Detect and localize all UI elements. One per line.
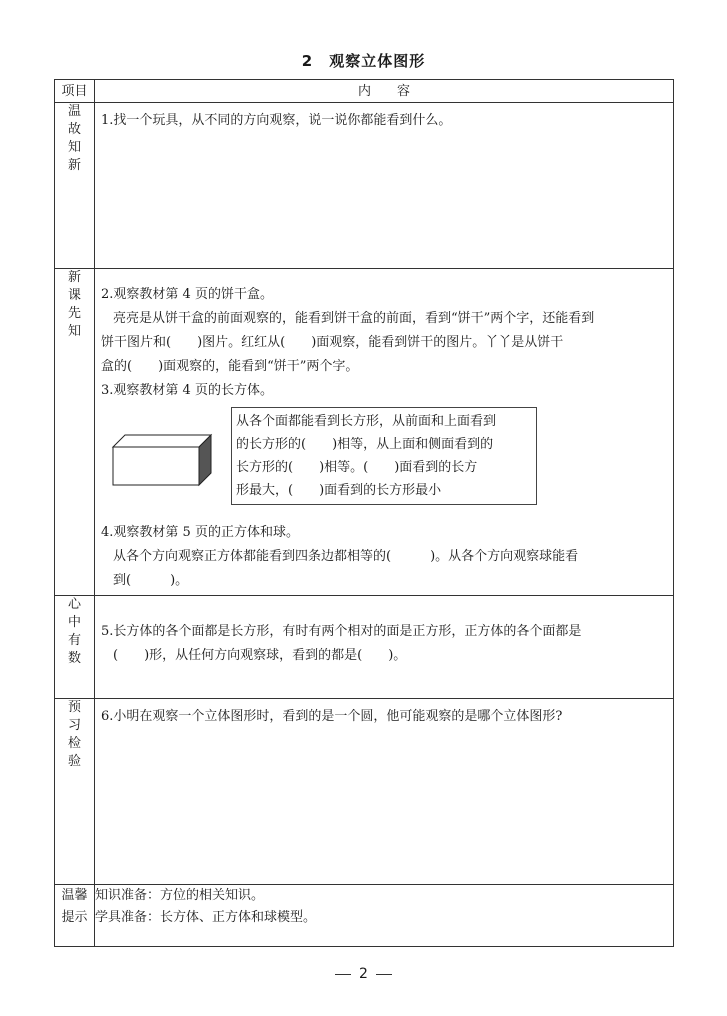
question-4-title: 4.观察教材第 5 页的正方体和球。 (101, 525, 299, 540)
preview-table (54, 79, 674, 947)
cuboid-figure-row (101, 403, 667, 521)
note-line: 从各个面都能看到长方形，从前面和上面看到 (236, 414, 497, 429)
page-number: 2 (359, 966, 368, 982)
footer-dash-right (376, 974, 392, 975)
section-label-tips: 温馨提示 (55, 885, 95, 947)
question-2-title: 2.观察教材第 4 页的饼干盒。 (101, 287, 273, 302)
question-2-line: 饼干图片和( )图片。红红从( )面观察，能看到饼干的图片。丫丫是从饼干 (101, 335, 564, 350)
footer-dash-left (335, 974, 351, 975)
header-content: 内容 (95, 80, 674, 103)
section-label-new-lesson: 新课先知 (55, 269, 95, 596)
question-2-line: 盒的( )面观察的，能看到“饼干”两个字。 (101, 359, 359, 374)
note-line: 长方形的( )相等。( )面看到的长方 (236, 460, 478, 475)
section-in-mind (95, 596, 674, 699)
cuboid-note-box (231, 407, 537, 505)
page-title: 2 观察立体图形 (301, 52, 426, 70)
question-6: 6.小明在观察一个立体图形时，看到的是一个圆，他可能观察的是哪个立体图形? (101, 709, 563, 724)
question-2-line: 亮亮是从饼干盒的前面观察的，能看到饼干盒的前面，看到“饼干”两个字，还能看到 (113, 311, 595, 326)
section-review (95, 103, 674, 269)
question-5-line: 5.长方体的各个面都是长方形，有时有两个相对的面是正方形，正方体的各个面都是 (101, 624, 582, 639)
question-3-title: 3.观察教材第 4 页的长方体。 (101, 383, 273, 398)
section-new-lesson (95, 269, 674, 596)
note-line: 形最大，( )面看到的长方形最小 (236, 483, 442, 498)
cuboid-illustration (111, 431, 215, 489)
page-footer (0, 966, 727, 982)
question-4-line: 到( )。 (113, 573, 189, 588)
question-4-line: 从各个方向观察正方体都能看到四条边都相等的( )。从各个方向观察球能看 (113, 549, 579, 564)
tip-line: 知识准备：方位的相关知识。 (95, 888, 265, 903)
section-label-in-mind: 心中有数 (55, 596, 95, 699)
tip-line: 学具准备：长方体、正方体和球模型。 (95, 910, 317, 925)
section-preview-check (95, 699, 674, 885)
section-label-preview-check: 预习检验 (55, 699, 95, 885)
question-1: 1.找一个玩具，从不同的方向观察，说一说你都能看到什么。 (101, 113, 452, 128)
section-tips (95, 885, 674, 947)
note-line: 的长方形的( )相等，从上面和侧面看到的 (236, 437, 494, 452)
question-5-line: ( )形，从任何方向观察球，看到的都是( )。 (113, 648, 407, 663)
header-item: 项目 (55, 80, 95, 103)
section-label-review: 温故知新 (55, 103, 95, 269)
